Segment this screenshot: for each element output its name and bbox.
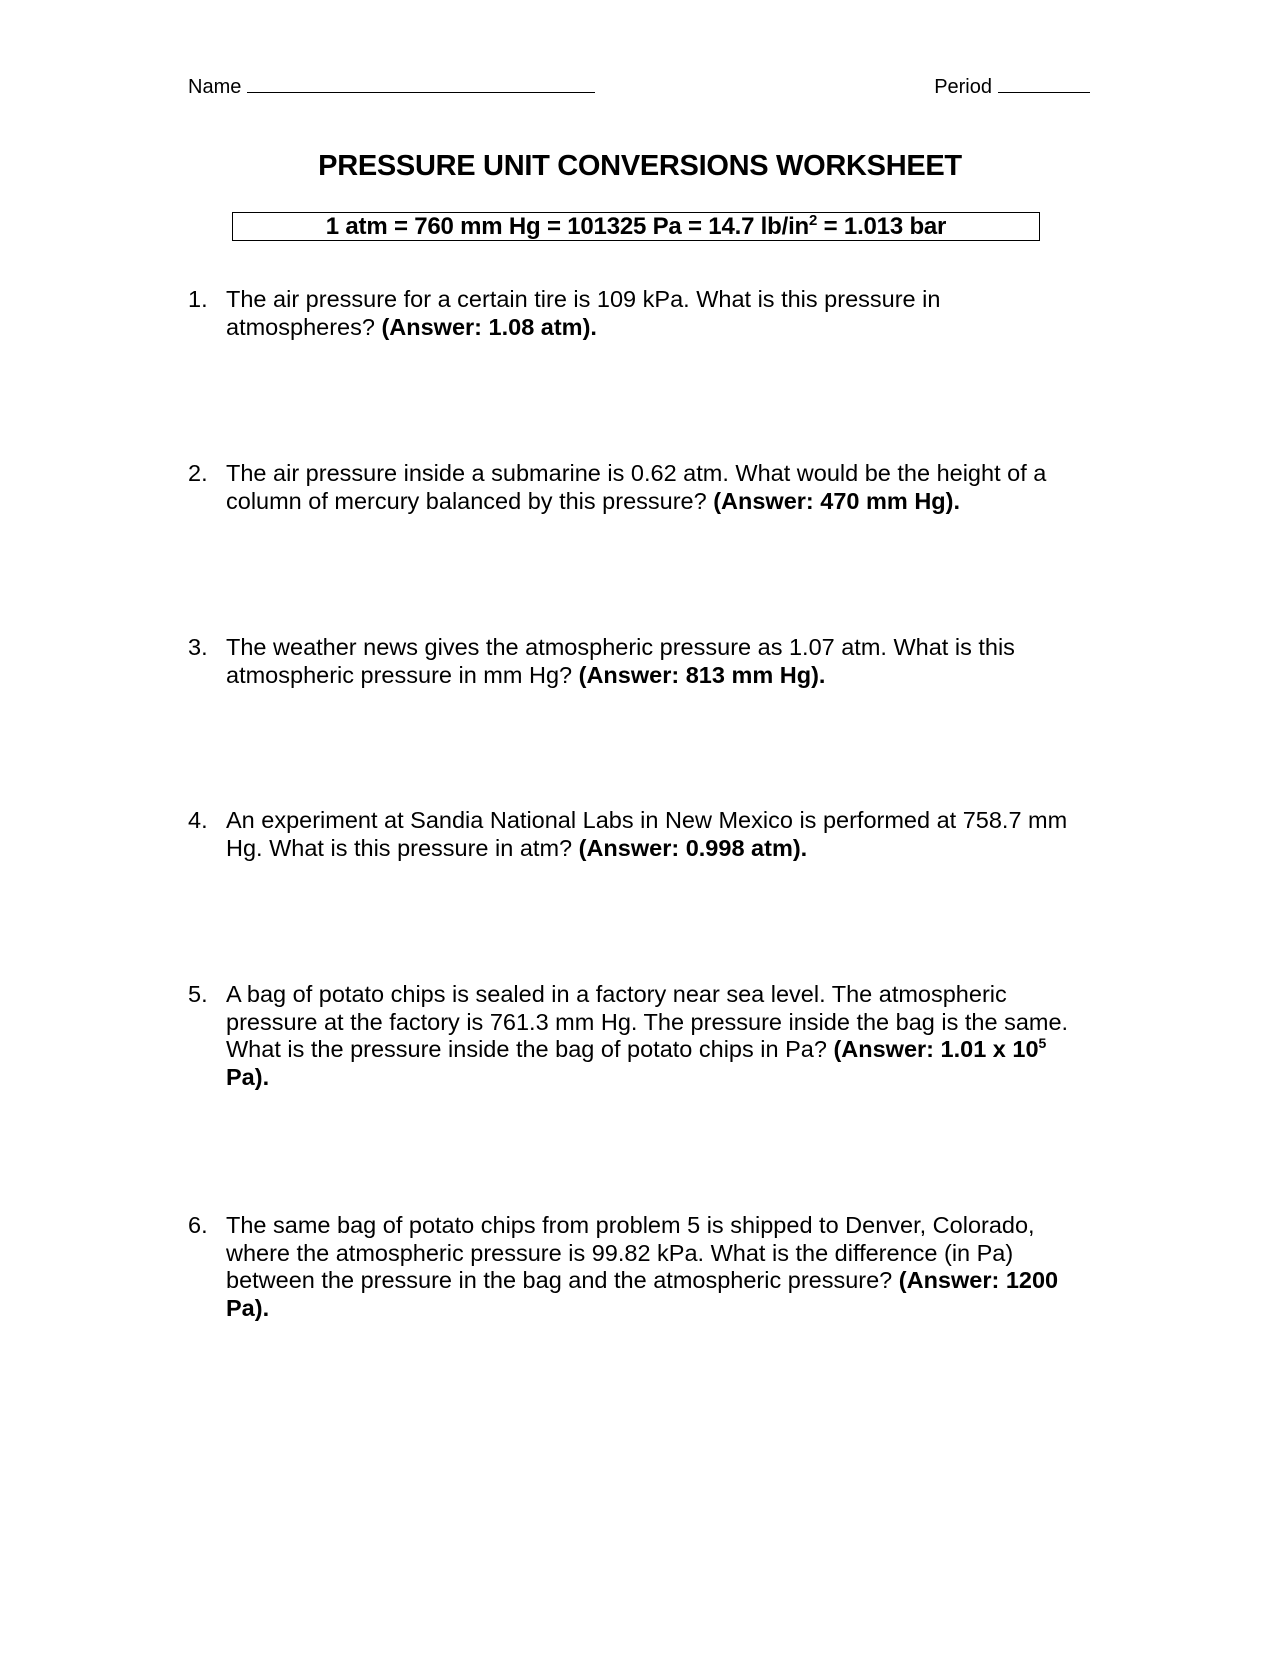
- answer-suffix: Pa).: [226, 1063, 270, 1090]
- answer-exponent: 5: [1038, 1035, 1047, 1051]
- name-blank-line[interactable]: [247, 74, 595, 93]
- question-body: The weather news gives the atmospheric pressure as 1.07 atm. What is this atmospheric pressure in mm Hg?: [226, 634, 1015, 688]
- question-number: 6.: [188, 1212, 208, 1238]
- question-answer: (Answer: 1200 Pa).: [226, 1267, 1059, 1321]
- question-number: 1.: [188, 286, 208, 312]
- question-answer: (Answer: 1.08 atm).: [381, 313, 597, 340]
- period-blank-line[interactable]: [998, 74, 1090, 93]
- question-text: [226, 807, 1088, 862]
- question-text: [226, 1212, 1088, 1322]
- question-text: [226, 981, 1088, 1091]
- question-number: 4.: [188, 807, 208, 833]
- conversion-exponent: 2: [809, 212, 818, 229]
- question-text: [226, 634, 1088, 689]
- header-row: [188, 74, 1090, 100]
- question-body: The same bag of potato chips from problem 5 is shipped to Denver, Colorado, where the atmospheric pressure is 99.82 kPa. What is the difference (in Pa) between the pressure in the bag and the atmospheric pressure?: [226, 1212, 1035, 1293]
- question-body: The air pressure inside a submarine is 0.62 atm. What would be the height of a column of mercury balanced by this pressure?: [226, 460, 1047, 514]
- period-field: [934, 74, 1090, 99]
- question-answer: (Answer: 470 mm Hg).: [713, 487, 961, 514]
- question-number: 3.: [188, 634, 208, 660]
- worksheet-title: PRESSURE UNIT CONVERSIONS WORKSHEET: [318, 150, 962, 182]
- name-label: Name: [188, 76, 242, 98]
- conversion-text-end: = 1.013 bar: [817, 213, 947, 240]
- conversion-text-main: 1 atm = 760 mm Hg = 101325 Pa = 14.7 lb/in: [325, 213, 810, 240]
- question-answer: (Answer: 813 mm Hg).: [578, 661, 826, 688]
- question-body: An experiment at Sandia National Labs in New Mexico is performed at 758.7 mm Hg. What is this pressure in atm?: [226, 807, 1068, 861]
- question-text: [226, 286, 1088, 341]
- question-body: A bag of potato chips is sealed in a factory near sea level. The atmospheric pressure at the factory is 761.3 mm Hg. The pressure inside the bag is the same. What is the pressure inside the bag of potato chips in Pa?: [226, 981, 1069, 1062]
- question-number: 5.: [188, 981, 208, 1007]
- answer-prefix: (Answer: 1.01 x 10: [833, 1036, 1039, 1062]
- question-number: 2.: [188, 460, 208, 486]
- question-text: [226, 460, 1088, 515]
- conversion-box: [232, 212, 1040, 241]
- question-answer: (Answer: 0.998 atm).: [578, 834, 808, 861]
- question-body: The air pressure for a certain tire is 109 kPa. What is this pressure in atmospheres?: [226, 286, 941, 340]
- name-field: [188, 74, 595, 99]
- period-label: Period: [934, 76, 992, 98]
